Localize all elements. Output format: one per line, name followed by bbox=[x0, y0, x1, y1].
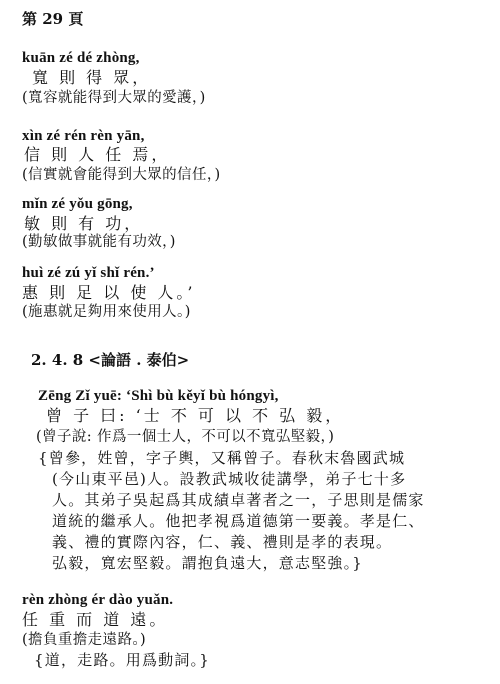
verse-4-gloss: (施惠就足夠用來使用人。) bbox=[22, 304, 191, 320]
verse-4-hanzi: 惠 則 足 以 使 人。’ bbox=[22, 283, 196, 302]
page-header: 第 29 頁 bbox=[22, 10, 84, 28]
final-hanzi: 任 重 而 道 遠。 bbox=[22, 610, 169, 629]
final-gloss: (擔負重擔走遠路。) bbox=[22, 632, 147, 648]
verse-4-pinyin: huì zé zú yǐ shǐ rén.’ bbox=[22, 265, 155, 281]
verse-1-pinyin: kuān zé dé zhòng, bbox=[22, 50, 140, 66]
verse-2-gloss: (信實就會能得到大眾的信任，) bbox=[22, 167, 221, 183]
verse-1-gloss: (寬容就能得到大眾的愛護，) bbox=[22, 90, 206, 106]
section-gloss: (曾子說: 作爲一個士人，不可以不寬弘堅毅，) bbox=[36, 429, 335, 445]
verse-3-gloss: (勤敏做事就能有功效，) bbox=[22, 234, 176, 250]
section-heading: 2. 4. 8 <論語 . 泰伯> bbox=[31, 351, 190, 369]
section-pinyin: Zēng Zǐ yuē: ‘Shì bù kěyǐ bù hóngyì, bbox=[38, 388, 279, 404]
verse-2-hanzi: 信 則 人 任 焉， bbox=[24, 145, 171, 164]
section-note-line: {曾參，姓曾，字子輿，又稱曾子。春秋末魯國武城 bbox=[38, 449, 406, 467]
verse-3-pinyin: mǐn zé yǒu gōng, bbox=[22, 196, 133, 212]
verse-2-pinyin: xìn zé rén rèn yān, bbox=[22, 128, 145, 144]
section-note-line: 弘毅，寬宏堅毅。謂抱負遠大，意志堅強。} bbox=[52, 554, 364, 572]
section-note-line: 人。其弟子吳起爲其成績卓著者之一，子思則是儒家 bbox=[52, 491, 425, 509]
section-note-line: 義、禮的實際內容，仁、義、禮則是孝的表現。 bbox=[52, 533, 393, 551]
verse-1-hanzi: 寬 則 得 眾， bbox=[32, 68, 152, 87]
final-note: {道，走路。用爲動詞。} bbox=[34, 651, 210, 669]
section-hanzi: 曾 子 曰: ‘士 不 可 以 不 弘 毅， bbox=[46, 406, 345, 425]
verse-3-hanzi: 敏 則 有 功， bbox=[24, 214, 144, 233]
final-pinyin: rèn zhòng ér dào yuǎn. bbox=[22, 592, 174, 608]
section-note-line: 道統的繼承人。他把孝視爲道德第一要義。孝是仁、 bbox=[52, 512, 425, 530]
section-note-line: (今山東平邑)人。設教武城收徒講學，弟子七十多 bbox=[52, 470, 407, 488]
